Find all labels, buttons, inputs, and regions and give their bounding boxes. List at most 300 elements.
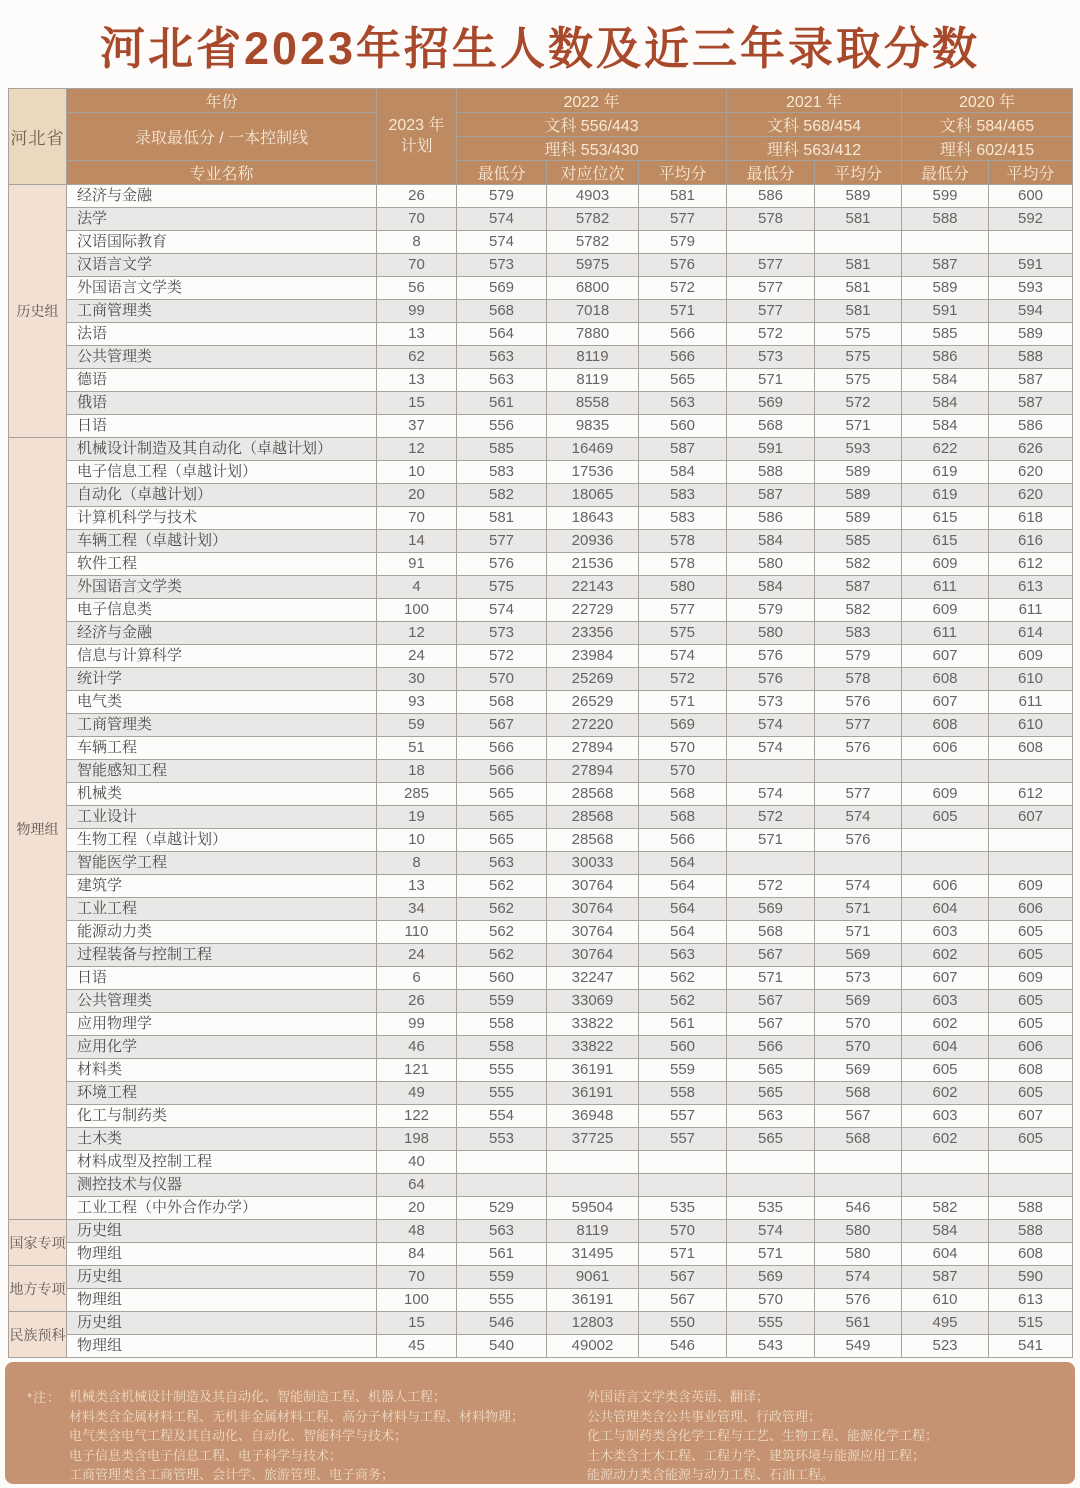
- major-name-cell: 工业工程: [67, 898, 377, 921]
- value-cell: 99: [377, 300, 457, 323]
- major-name-cell: 工商管理类: [67, 714, 377, 737]
- value-cell: 33822: [547, 1036, 639, 1059]
- value-cell: 8: [377, 852, 457, 875]
- major-name-cell: 智能医学工程: [67, 852, 377, 875]
- value-cell: 564: [639, 875, 727, 898]
- value-cell: 45: [377, 1335, 457, 1358]
- value-cell: 561: [815, 1312, 902, 1335]
- major-name-cell: 智能感知工程: [67, 760, 377, 783]
- value-cell: 605: [989, 990, 1073, 1013]
- value-cell: 580: [727, 553, 815, 576]
- value-cell: 609: [989, 645, 1073, 668]
- value-cell: 6800: [547, 277, 639, 300]
- value-cell: 64: [377, 1174, 457, 1197]
- major-name-cell: 历史组: [67, 1220, 377, 1243]
- value-cell: 572: [639, 668, 727, 691]
- value-cell: 568: [639, 783, 727, 806]
- note-line: 机械类含机械设计制造及其自动化、智能制造工程、机器人工程；: [69, 1389, 447, 1404]
- value-cell: 606: [989, 898, 1073, 921]
- wenke-2021-cell: 文科 568/454: [727, 113, 902, 137]
- value-cell: 37: [377, 415, 457, 438]
- value-cell: 571: [639, 1243, 727, 1266]
- value-cell: 605: [902, 806, 989, 829]
- major-label-cell: 专业名称: [67, 161, 377, 185]
- year-2020-cell: 2020 年: [902, 89, 1073, 113]
- section-label: 历史组: [9, 185, 67, 438]
- value-cell: 562: [457, 898, 547, 921]
- value-cell: 577: [457, 530, 547, 553]
- major-name-cell: 能源动力类: [67, 921, 377, 944]
- value-cell: 602: [902, 1082, 989, 1105]
- value-cell: [902, 1151, 989, 1174]
- table-row: [9, 645, 1073, 668]
- value-cell: 122: [377, 1105, 457, 1128]
- value-cell: 582: [457, 484, 547, 507]
- table-row: [9, 1243, 1073, 1266]
- value-cell: [902, 231, 989, 254]
- value-cell: 22729: [547, 599, 639, 622]
- value-cell: 584: [727, 530, 815, 553]
- major-name-cell: 电子信息工程（卓越计划）: [67, 461, 377, 484]
- value-cell: 576: [815, 691, 902, 714]
- value-cell: 553: [457, 1128, 547, 1151]
- value-cell: 577: [727, 277, 815, 300]
- value-cell: 571: [727, 967, 815, 990]
- value-cell: 4: [377, 576, 457, 599]
- value-cell: 581: [815, 277, 902, 300]
- value-cell: 589: [815, 484, 902, 507]
- value-cell: 8558: [547, 392, 639, 415]
- value-cell: 567: [727, 1013, 815, 1036]
- section-label: 物理组: [9, 438, 67, 1220]
- value-cell: 587: [989, 369, 1073, 392]
- table-row: [9, 1197, 1073, 1220]
- table-row: [9, 323, 1073, 346]
- value-cell: 604: [902, 1036, 989, 1059]
- value-cell: 600: [989, 185, 1073, 208]
- value-cell: 563: [457, 369, 547, 392]
- major-name-cell: 机械类: [67, 783, 377, 806]
- value-cell: 607: [989, 806, 1073, 829]
- value-cell: 28568: [547, 806, 639, 829]
- value-cell: 566: [457, 737, 547, 760]
- admissions-table: [8, 88, 1073, 1358]
- value-cell: 563: [639, 392, 727, 415]
- value-cell: 587: [902, 1266, 989, 1289]
- value-cell: 610: [989, 668, 1073, 691]
- value-cell: 578: [639, 530, 727, 553]
- value-cell: 36948: [547, 1105, 639, 1128]
- table-header: [9, 89, 1073, 185]
- value-cell: 573: [457, 254, 547, 277]
- major-name-cell: 土木类: [67, 1128, 377, 1151]
- value-cell: 70: [377, 254, 457, 277]
- value-cell: 7880: [547, 323, 639, 346]
- value-cell: 574: [815, 1266, 902, 1289]
- value-cell: 619: [902, 461, 989, 484]
- major-name-cell: 公共管理类: [67, 990, 377, 1013]
- value-cell: 618: [989, 507, 1073, 530]
- value-cell: 12: [377, 438, 457, 461]
- value-cell: 565: [457, 806, 547, 829]
- value-cell: 574: [727, 714, 815, 737]
- value-cell: 580: [727, 622, 815, 645]
- value-cell: 562: [457, 944, 547, 967]
- value-cell: 18643: [547, 507, 639, 530]
- value-cell: 572: [639, 277, 727, 300]
- value-cell: 555: [457, 1059, 547, 1082]
- value-cell: 603: [902, 921, 989, 944]
- major-name-cell: 测控技术与仪器: [67, 1174, 377, 1197]
- value-cell: 557: [639, 1128, 727, 1151]
- value-cell: 580: [815, 1220, 902, 1243]
- value-cell: 615: [902, 507, 989, 530]
- section-label: 民族预科: [9, 1312, 67, 1358]
- value-cell: 576: [457, 553, 547, 576]
- value-cell: 21536: [547, 553, 639, 576]
- value-cell: 30764: [547, 944, 639, 967]
- value-cell: 535: [639, 1197, 727, 1220]
- major-name-cell: 电气类: [67, 691, 377, 714]
- value-cell: 14: [377, 530, 457, 553]
- table-row: [9, 392, 1073, 415]
- value-cell: [989, 829, 1073, 852]
- table-row: [9, 599, 1073, 622]
- major-name-cell: 外国语言文学类: [67, 277, 377, 300]
- value-cell: 27894: [547, 737, 639, 760]
- value-cell: 591: [989, 254, 1073, 277]
- value-cell: 571: [815, 921, 902, 944]
- value-cell: 572: [727, 323, 815, 346]
- major-name-cell: 日语: [67, 967, 377, 990]
- table-row: [9, 185, 1073, 208]
- value-cell: 586: [727, 185, 815, 208]
- value-cell: 576: [639, 254, 727, 277]
- value-cell: 579: [457, 185, 547, 208]
- value-cell: 608: [989, 1059, 1073, 1082]
- table-row: [9, 346, 1073, 369]
- value-cell: 570: [727, 1289, 815, 1312]
- table-row: [9, 806, 1073, 829]
- value-cell: [727, 1151, 815, 1174]
- value-cell: 566: [639, 346, 727, 369]
- value-cell: [639, 1174, 727, 1197]
- value-cell: 589: [815, 461, 902, 484]
- value-cell: 583: [639, 507, 727, 530]
- major-name-cell: 外国语言文学类: [67, 576, 377, 599]
- value-cell: 560: [639, 1036, 727, 1059]
- value-cell: [727, 1174, 815, 1197]
- value-cell: 562: [457, 921, 547, 944]
- value-cell: 568: [815, 1128, 902, 1151]
- value-cell: 611: [989, 691, 1073, 714]
- header-row-years: [9, 89, 1073, 113]
- table-row: [9, 737, 1073, 760]
- note-prefix: *注：: [27, 1390, 62, 1405]
- year-label-cell: 年份: [67, 89, 377, 113]
- value-cell: 567: [639, 1266, 727, 1289]
- value-cell: 575: [815, 369, 902, 392]
- value-cell: 557: [639, 1105, 727, 1128]
- value-cell: 560: [639, 415, 727, 438]
- value-cell: 541: [989, 1335, 1073, 1358]
- value-cell: 515: [989, 1312, 1073, 1335]
- value-cell: [815, 852, 902, 875]
- score-line-label-cell: 录取最低分 / 一本控制线: [67, 113, 377, 161]
- value-cell: 571: [727, 369, 815, 392]
- value-cell: 7018: [547, 300, 639, 323]
- admissions-table-wrap: [8, 88, 1072, 1358]
- value-cell: 609: [902, 599, 989, 622]
- value-cell: 15: [377, 1312, 457, 1335]
- value-cell: 604: [902, 898, 989, 921]
- table-row: [9, 1151, 1073, 1174]
- value-cell: 581: [815, 300, 902, 323]
- value-cell: 578: [815, 668, 902, 691]
- major-name-cell: 历史组: [67, 1312, 377, 1335]
- value-cell: 611: [989, 599, 1073, 622]
- value-cell: 574: [457, 599, 547, 622]
- major-name-cell: 电子信息类: [67, 599, 377, 622]
- value-cell: 33822: [547, 1013, 639, 1036]
- major-name-cell: 公共管理类: [67, 346, 377, 369]
- value-cell: 581: [815, 208, 902, 231]
- value-cell: 56: [377, 277, 457, 300]
- table-row: [9, 668, 1073, 691]
- value-cell: 564: [639, 852, 727, 875]
- value-cell: 579: [815, 645, 902, 668]
- table-row: [9, 875, 1073, 898]
- note-line: 土木类含土木工程、工程力学、建筑环境与能源应用工程；: [587, 1447, 926, 1463]
- header-row-wenke: [9, 113, 1073, 137]
- value-cell: 593: [815, 438, 902, 461]
- value-cell: 568: [815, 1082, 902, 1105]
- table-row: [9, 415, 1073, 438]
- value-cell: 16469: [547, 438, 639, 461]
- value-cell: 608: [989, 1243, 1073, 1266]
- value-cell: 585: [815, 530, 902, 553]
- value-cell: 100: [377, 599, 457, 622]
- value-cell: 613: [989, 576, 1073, 599]
- table-row: [9, 760, 1073, 783]
- major-name-cell: 车辆工程: [67, 737, 377, 760]
- table-row: [9, 622, 1073, 645]
- table-row: [9, 1059, 1073, 1082]
- value-cell: 572: [727, 806, 815, 829]
- value-cell: [902, 1174, 989, 1197]
- value-cell: 573: [727, 346, 815, 369]
- value-cell: 46: [377, 1036, 457, 1059]
- min-2022-label: 最低分: [457, 161, 547, 185]
- value-cell: 580: [639, 576, 727, 599]
- value-cell: 558: [457, 1036, 547, 1059]
- major-name-cell: 法语: [67, 323, 377, 346]
- value-cell: [989, 852, 1073, 875]
- header-row-subcols: [9, 161, 1073, 185]
- value-cell: 23984: [547, 645, 639, 668]
- value-cell: 6: [377, 967, 457, 990]
- major-name-cell: 应用物理学: [67, 1013, 377, 1036]
- value-cell: 17536: [547, 461, 639, 484]
- value-cell: 565: [639, 369, 727, 392]
- value-cell: 93: [377, 691, 457, 714]
- value-cell: 574: [727, 1220, 815, 1243]
- rank-2022-label: 对应位次: [547, 161, 639, 185]
- value-cell: 577: [727, 254, 815, 277]
- value-cell: 570: [815, 1036, 902, 1059]
- value-cell: 562: [639, 990, 727, 1013]
- value-cell: 608: [902, 668, 989, 691]
- value-cell: 573: [457, 622, 547, 645]
- major-name-cell: 应用化学: [67, 1036, 377, 1059]
- table-row: [9, 507, 1073, 530]
- value-cell: 589: [902, 277, 989, 300]
- value-cell: 586: [989, 415, 1073, 438]
- table-row: [9, 484, 1073, 507]
- value-cell: 586: [727, 507, 815, 530]
- value-cell: 91: [377, 553, 457, 576]
- value-cell: 581: [815, 254, 902, 277]
- value-cell: 13: [377, 323, 457, 346]
- value-cell: 571: [639, 691, 727, 714]
- value-cell: 575: [639, 622, 727, 645]
- value-cell: 546: [815, 1197, 902, 1220]
- province-cell: 河北省: [9, 89, 67, 185]
- year-2022-cell: 2022 年: [457, 89, 727, 113]
- value-cell: 603: [902, 1105, 989, 1128]
- table-row: [9, 944, 1073, 967]
- value-cell: 49: [377, 1082, 457, 1105]
- value-cell: 576: [815, 829, 902, 852]
- value-cell: 37725: [547, 1128, 639, 1151]
- table-row: [9, 967, 1073, 990]
- note-line: 公共管理类含公共事业管理、行政管理；: [587, 1408, 822, 1424]
- value-cell: [815, 1151, 902, 1174]
- value-cell: 591: [727, 438, 815, 461]
- value-cell: 604: [902, 1243, 989, 1266]
- major-name-cell: 物理组: [67, 1335, 377, 1358]
- value-cell: 26: [377, 990, 457, 1013]
- value-cell: 22143: [547, 576, 639, 599]
- value-cell: 12: [377, 622, 457, 645]
- value-cell: 605: [989, 1082, 1073, 1105]
- note-line: 材料类含金属材料工程、无机非金属材料工程、高分子材料与工程、材料物理；: [69, 1408, 525, 1424]
- value-cell: 555: [727, 1312, 815, 1335]
- value-cell: 584: [902, 415, 989, 438]
- value-cell: 572: [727, 875, 815, 898]
- value-cell: 573: [815, 967, 902, 990]
- table-row: [9, 369, 1073, 392]
- value-cell: 550: [639, 1312, 727, 1335]
- value-cell: 568: [727, 415, 815, 438]
- note-line: 电气类含电气工程及其自动化、自动化、智能科学与技术；: [69, 1428, 408, 1443]
- note-column-right: [587, 1387, 938, 1485]
- value-cell: 605: [989, 1128, 1073, 1151]
- value-cell: 593: [989, 277, 1073, 300]
- value-cell: [727, 852, 815, 875]
- value-cell: 558: [457, 1013, 547, 1036]
- section-label: 地方专项: [9, 1266, 67, 1312]
- value-cell: 610: [989, 714, 1073, 737]
- value-cell: 560: [457, 967, 547, 990]
- value-cell: 84: [377, 1243, 457, 1266]
- table-row: [9, 1128, 1073, 1151]
- value-cell: 523: [902, 1335, 989, 1358]
- value-cell: 562: [457, 875, 547, 898]
- note-column-left: [69, 1387, 524, 1485]
- value-cell: 549: [815, 1335, 902, 1358]
- value-cell: 570: [815, 1013, 902, 1036]
- value-cell: 571: [815, 415, 902, 438]
- major-name-cell: 车辆工程（卓越计划）: [67, 530, 377, 553]
- like-2022-cell: 理科 553/430: [457, 137, 727, 161]
- value-cell: 576: [815, 1289, 902, 1312]
- value-cell: 609: [989, 875, 1073, 898]
- value-cell: 110: [377, 921, 457, 944]
- major-name-cell: 统计学: [67, 668, 377, 691]
- table-row: [9, 1220, 1073, 1243]
- value-cell: 30764: [547, 898, 639, 921]
- value-cell: 580: [815, 1243, 902, 1266]
- value-cell: 575: [815, 346, 902, 369]
- value-cell: 575: [457, 576, 547, 599]
- value-cell: 8119: [547, 1220, 639, 1243]
- value-cell: 569: [457, 277, 547, 300]
- value-cell: 619: [902, 484, 989, 507]
- value-cell: 565: [457, 783, 547, 806]
- value-cell: 568: [639, 806, 727, 829]
- value-cell: 577: [639, 599, 727, 622]
- value-cell: 572: [815, 392, 902, 415]
- table-row: [9, 921, 1073, 944]
- table-row: [9, 438, 1073, 461]
- value-cell: [902, 852, 989, 875]
- value-cell: 626: [989, 438, 1073, 461]
- value-cell: 579: [639, 231, 727, 254]
- value-cell: 20936: [547, 530, 639, 553]
- value-cell: 611: [902, 576, 989, 599]
- footnotes-panel: [5, 1362, 1075, 1484]
- like-2021-cell: 理科 563/412: [727, 137, 902, 161]
- major-name-cell: 化工与制药类: [67, 1105, 377, 1128]
- value-cell: 556: [457, 415, 547, 438]
- value-cell: 608: [989, 737, 1073, 760]
- value-cell: 9835: [547, 415, 639, 438]
- value-cell: 100: [377, 1289, 457, 1312]
- value-cell: 568: [457, 300, 547, 323]
- major-name-cell: 俄语: [67, 392, 377, 415]
- value-cell: 569: [639, 714, 727, 737]
- avg-2021-label: 平均分: [815, 161, 902, 185]
- value-cell: 535: [727, 1197, 815, 1220]
- value-cell: 570: [639, 737, 727, 760]
- value-cell: 4903: [547, 185, 639, 208]
- min-2021-label: 最低分: [727, 161, 815, 185]
- value-cell: 15: [377, 392, 457, 415]
- value-cell: 70: [377, 1266, 457, 1289]
- value-cell: 562: [639, 967, 727, 990]
- major-name-cell: 环境工程: [67, 1082, 377, 1105]
- value-cell: 13: [377, 875, 457, 898]
- value-cell: 28568: [547, 783, 639, 806]
- value-cell: 584: [902, 1220, 989, 1243]
- value-cell: [457, 1174, 547, 1197]
- table-row: [9, 208, 1073, 231]
- value-cell: [989, 760, 1073, 783]
- value-cell: 571: [727, 1243, 815, 1266]
- value-cell: 575: [815, 323, 902, 346]
- value-cell: 607: [902, 691, 989, 714]
